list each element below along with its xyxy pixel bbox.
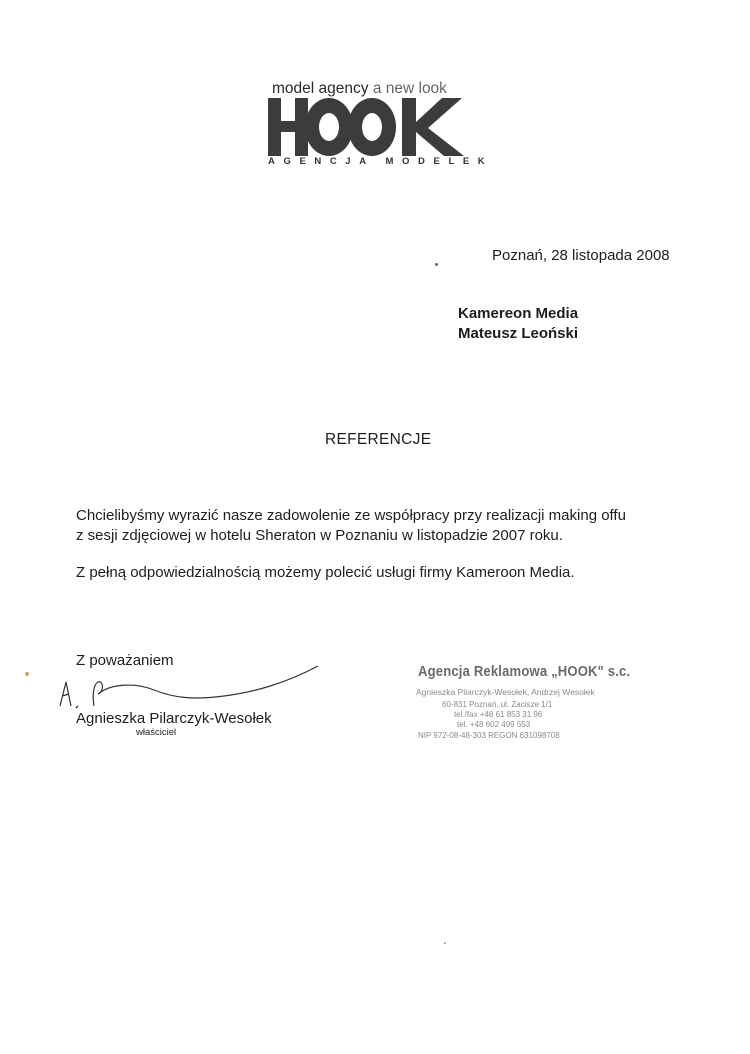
body-paragraph-1-line-2: z sesji zdjęciowej w hotelu Sheraton w Poznaniu w listopadzie 2007 roku. — [76, 527, 563, 544]
recipient-company: Kamereon Media — [458, 305, 579, 322]
closing-greeting: Z poważaniem — [76, 652, 174, 669]
paper-speck — [25, 672, 29, 676]
stamp-ids: NIP 972-08-48-303 REGON 631098708 — [418, 731, 560, 740]
signer-role: właściciel — [136, 727, 177, 738]
date-line: Poznań, 28 listopada 2008 — [492, 247, 670, 264]
stamp-company: Agencja Reklamowa „HOOK" s.c. — [418, 664, 631, 680]
recipient-block — [458, 304, 578, 344]
logo-subtitle: AGENCJA MODELEK — [268, 156, 494, 167]
logo-tagline-accent: a new look — [372, 80, 447, 97]
stamp-tel: tel. +48 602 499 553 — [457, 720, 531, 729]
body-paragraph-1 — [76, 506, 676, 546]
body-paragraph-1-line-1: Chcielibyśmy wyrazić nasze zadowolenie ze współpracy przy realizacji making offu — [76, 507, 626, 524]
logo-tagline-main: model agency — [272, 80, 369, 97]
ink-dot — [435, 263, 438, 266]
stamp-telfax: tel./fax +48 61 853 31 96 — [454, 710, 543, 719]
hook-logo-wordmark — [268, 98, 464, 156]
signer-name: Agnieszka Pilarczyk-Wesołek — [76, 710, 272, 727]
company-stamp — [414, 664, 650, 746]
paper-speck — [444, 942, 446, 944]
letter-heading: REFERENCJE — [325, 431, 432, 448]
logo-tagline — [272, 80, 447, 98]
recipient-person: Mateusz Leoński — [458, 325, 579, 342]
body-paragraph-2: Z pełną odpowiedzialnością możemy polecić usługi firmy Kameroon Media. — [76, 564, 575, 581]
stamp-address: 60-831 Poznań, ul. Zacisze 1/1 — [442, 700, 553, 709]
stamp-owners: Agnieszka Pilarczyk-Wesołek, Andrzej Wesołek — [416, 687, 595, 697]
